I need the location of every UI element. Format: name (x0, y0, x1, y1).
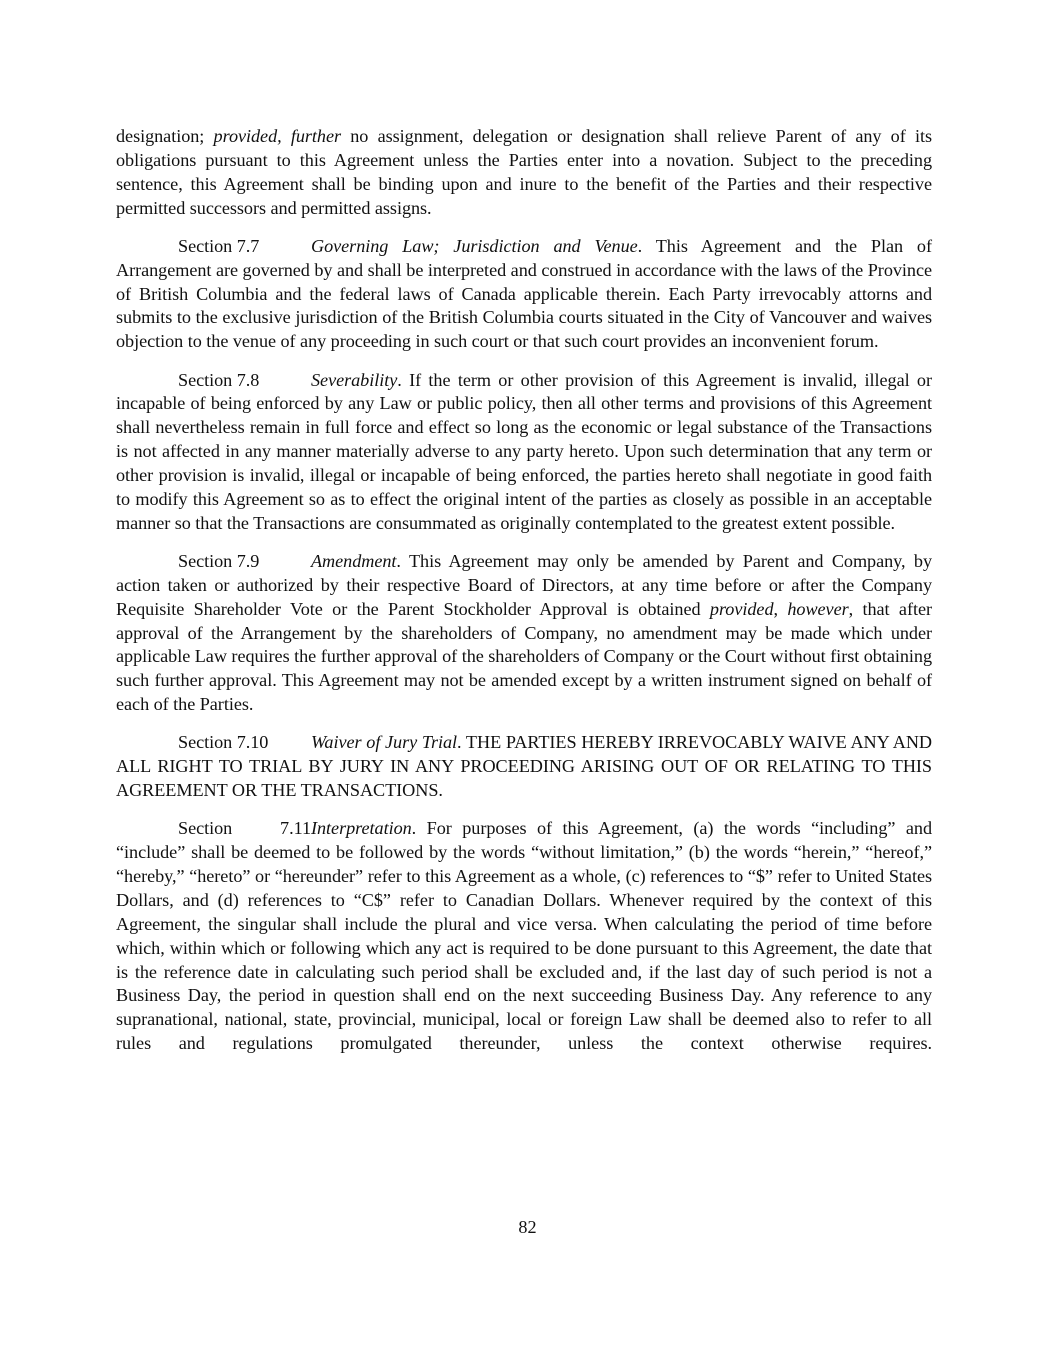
section-number: Section 7.11 (178, 818, 311, 839)
section-body: . This Agreement and the Plan of Arrangement are governed by and shall be interpreted and construed in accordance with the laws of the Province of British Columbia and the federal laws of Canada applicable therein. Each Party irrevocably attorns and submits to the exclusive jurisdiction of the British Columbia courts situated in the City of Vancouver and waives objection to the venue of any proceeding in such court or that such court provides an inconvenient forum. (116, 235, 932, 352)
section-separator: , (773, 598, 788, 619)
section-body: . If the term or other provision of this Agreement is invalid, illegal or incapable of being enforced by any Law or public policy, then all other terms and provisions of this Agreement shall nevertheless remain in full force and effect so long as the economic or legal substance of the Transactions is not affected in any manner materially adverse to any party hereto. Upon such determination that any term or other provision is invalid, illegal or incapable of being enforced, the parties hereto shall negotiate in good faith to modify this Agreement so as to effect the original intent of the parties as closely as possible in an acceptable manner so that the Transactions are consummated as originally contemplated to the greatest extent possible. (116, 369, 932, 533)
page-number: 82 (518, 1217, 537, 1237)
section-7-8 (116, 369, 932, 536)
section-italic-provided: provided (709, 598, 774, 619)
section-number: Section 7.8 (178, 369, 260, 390)
section-number: Section 7.7 (178, 235, 260, 256)
continuation-text: no assignment, delegation or designation shall relieve Parent of any of its obligations pursuant to this Agreement unless the Parties enter into a novation. Subject to the preceding sentence, this Agreement shall be binding upon and inure to the benefit of the Parties and their respective permitted successors and permitted assigns. (116, 126, 932, 218)
section-number: Section 7.10 (178, 732, 269, 753)
section-7-11 (116, 817, 932, 1055)
document-page (116, 125, 932, 1070)
section-number: Section 7.9 (178, 551, 260, 571)
section-italic-however: however (787, 598, 849, 619)
continuation-lead: designation; (116, 126, 214, 146)
section-body: . THE PARTIES HEREBY IRREVOCABLY WAIVE ANY AND ALL RIGHT TO TRIAL BY JURY IN ANY PROCEEDING ARISING OUT OF OR RELATING TO THIS AGREEMENT OR THE TRANSACTIONS. (116, 732, 933, 801)
section-body-part1: . This Agreement may only be amended by Parent and Company, by action taken or authorized by their respective Board of Directors, at any time before or after the Company Requisite Shareholder Vote or the Parent Stockholder Approval is obtained (116, 551, 932, 619)
section-7-7 (116, 235, 932, 354)
section-title: Governing Law; Jurisdiction and Venue (311, 235, 638, 256)
section-title: Severability (311, 369, 398, 390)
section-body-part2: , that after approval of the Arrangement by the shareholders of Company, no amendment may be made which under applicable Law requires the further approval of the shareholders of Company or the Court without first obtaining such further approval. This Agreement may not be amended except by a written instrument signed on behalf of each of the Parties. (116, 598, 932, 715)
section-title: Interpretation (311, 818, 412, 839)
section-title: Amendment (311, 551, 397, 571)
continuation-italic: provided, further (213, 126, 342, 146)
section-7-9 (116, 550, 932, 717)
section-7-10 (116, 731, 932, 803)
section-body: . For purposes of this Agreement, (a) the words “including” and “include” shall be deemed to be followed by the words “without limitation,” (b) the words “herein,” “hereof,” “hereby,” “hereto” or “hereunder” refer to this Agreement as a whole, (c) references to “$” refer to United States Dollars, and (d) references to “C$” refer to Canadian Dollars. Whenever required by the context of this Agreement, the singular shall include the plural and vice versa. When calculating the period of time before which, within which or following which any act is required to be done pursuant to this Agreement, the date that is the reference date in calculating such period shall be excluded and, if the last day of such period is not a Business Day, the period in question shall end on the next succeeding Business Day. Any reference to any supranational, national, state, provincial, municipal, local or foreign Law shall be deemed also to refer to all rules and regulations promulgated thereunder, unless the context otherwise requires. (116, 818, 932, 1054)
continuation-paragraph (116, 125, 932, 220)
section-title: Waiver of Jury Trial (311, 732, 458, 753)
